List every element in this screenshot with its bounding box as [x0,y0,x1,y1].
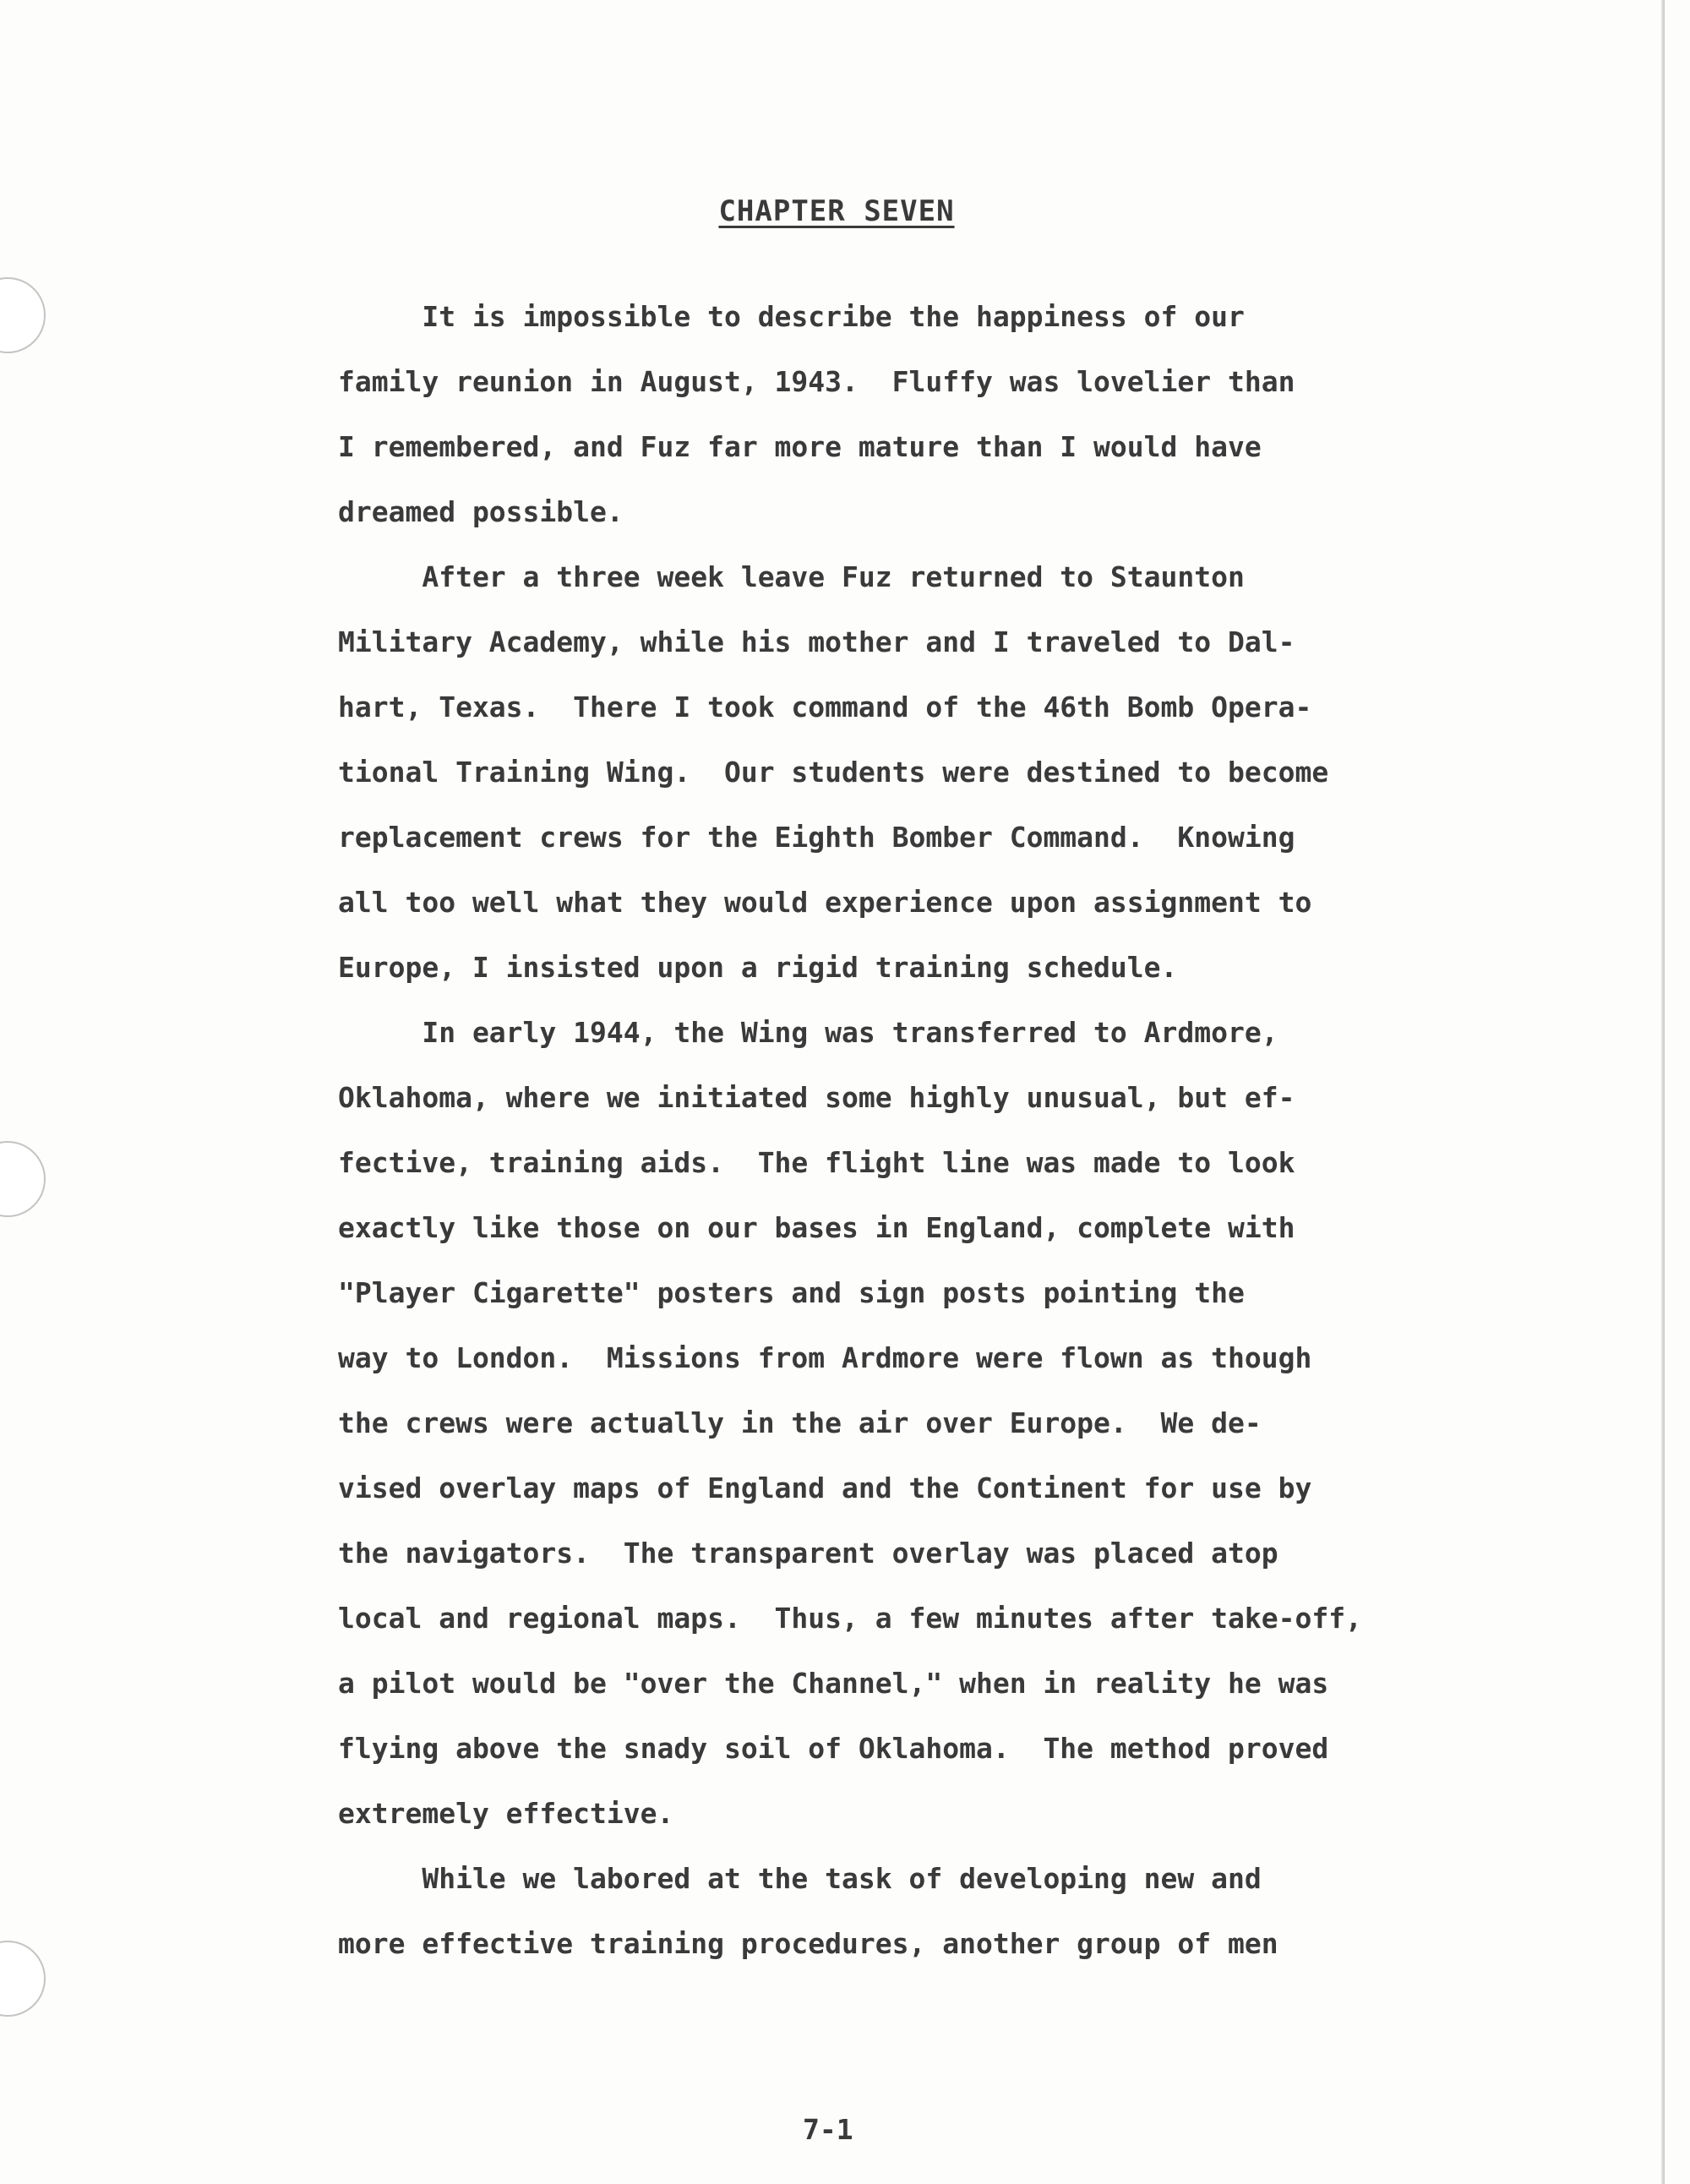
paragraph-2 [338,544,1538,1000]
text-line: replacement crews for the Eighth Bomber Command. Knowing [338,821,1295,854]
page-edge [1661,0,1665,2184]
text-line: dreamed possible. [338,495,624,528]
typed-text-block [338,194,1538,1976]
text-line: more effective training procedures, another group of men [338,1927,1278,1960]
binder-hole-top [0,277,46,353]
text-line: a pilot would be "over the Channel," when in reality he was [338,1667,1329,1700]
text-line: In early 1944, the Wing was transferred to Ardmore, [338,1016,1278,1049]
text-line: all too well what they would experience upon assignment to [338,886,1312,919]
text-line: It is impossible to describe the happiness of our [338,300,1245,333]
text-line: the crews were actually in the air over Europe. We de- [338,1406,1262,1439]
text-line: the navigators. The transparent overlay was placed atop [338,1537,1278,1570]
chapter-title: CHAPTER SEVEN [718,194,955,228]
binder-hole-middle [0,1141,46,1217]
text-line: vised overlay maps of England and the Continent for use by [338,1471,1312,1504]
text-line: While we labored at the task of developing new and [338,1862,1262,1895]
paragraph-1 [338,284,1538,544]
text-line: Oklahoma, where we initiated some highly unusual, but ef- [338,1081,1295,1114]
text-line: "Player Cigarette" posters and sign posts pointing the [338,1276,1245,1309]
text-line: local and regional maps. Thus, a few minutes after take-off, [338,1602,1362,1635]
text-line: tional Training Wing. Our students were destined to become [338,756,1329,789]
text-line: extremely effective. [338,1797,674,1830]
text-line: family reunion in August, 1943. Fluffy was lovelier than [338,365,1295,398]
text-line: I remembered, and Fuz far more mature than I would have [338,430,1262,463]
text-line: fective, training aids. The flight line was made to look [338,1146,1295,1179]
paragraph-4 [338,1846,1538,1976]
binder-hole-bottom [0,1941,46,2017]
text-line: hart, Texas. There I took command of the 46th Bomb Opera- [338,691,1312,723]
text-line: flying above the snady soil of Oklahoma. The method proved [338,1732,1329,1765]
text-line: Military Academy, while his mother and I traveled to Dal- [338,625,1295,658]
text-line: Europe, I insisted upon a rigid training schedule. [338,951,1178,984]
paragraph-3 [338,1000,1538,1846]
page-number: 7-1 [803,2113,853,2146]
text-line: exactly like those on our bases in England, complete with [338,1211,1295,1244]
text-line: way to London. Missions from Ardmore were flown as though [338,1341,1312,1374]
text-line: After a three week leave Fuz returned to Staunton [338,560,1245,593]
